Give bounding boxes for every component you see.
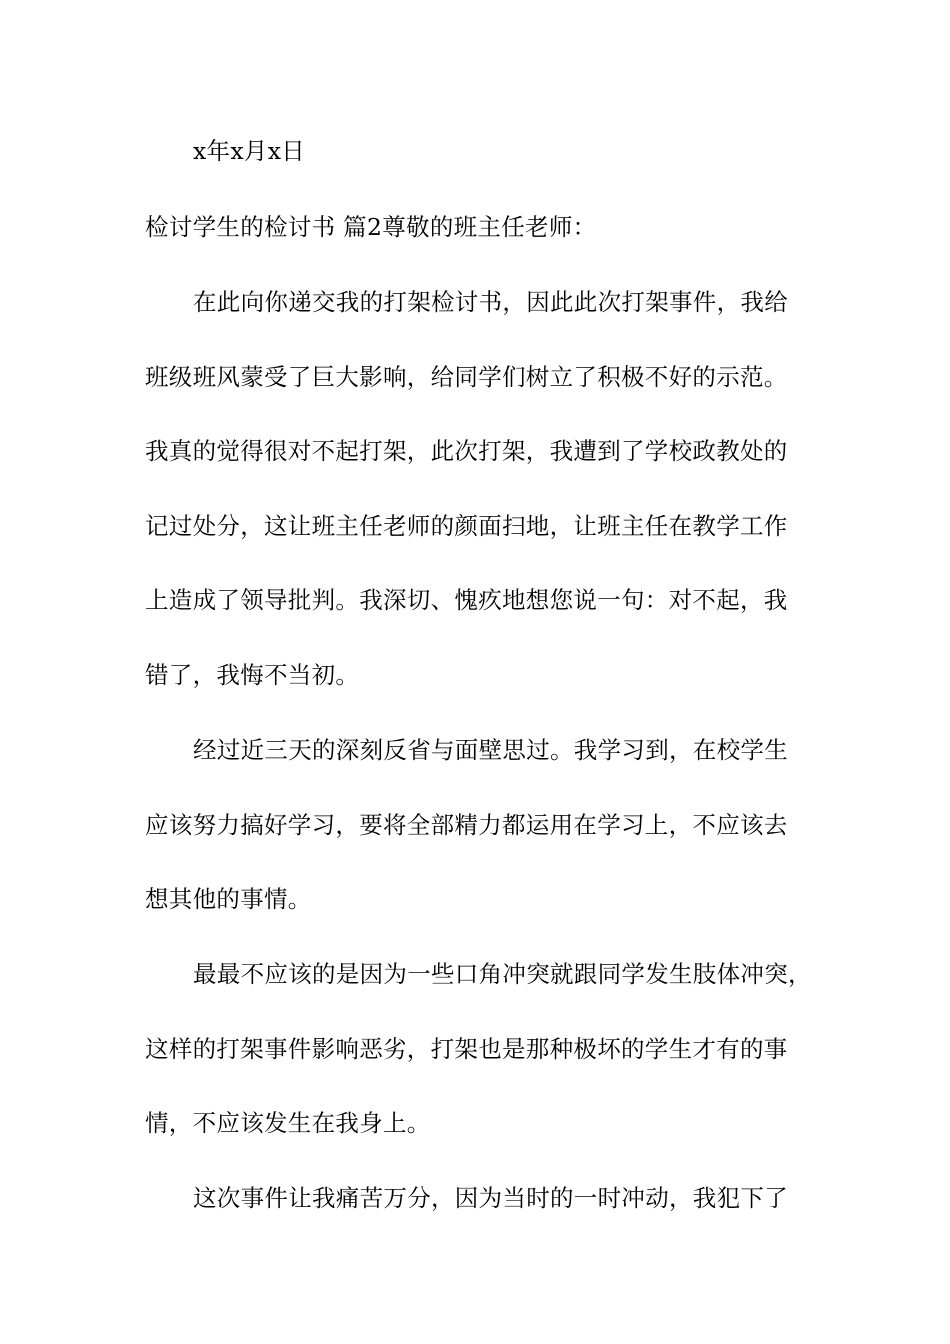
paragraph-line: 经过近三天的深刻反省与面壁思过。我学习到，在校学生 <box>193 736 788 764</box>
paragraph-line: 应该努力搞好学习，要将全部精力都运用在学习上，不应该去 <box>145 811 788 839</box>
paragraph-line: 想其他的事情。 <box>145 885 312 913</box>
paragraph-line: 班级班风蒙受了巨大影响，给同学们树立了积极不好的示范。 <box>145 363 788 391</box>
paragraph-line: 在此向你递交我的打架检讨书，因此此次打架事件，我给 <box>193 288 788 316</box>
paragraph-line: 最最不应该的是因为一些口角冲突就跟同学发生肢体冲突， <box>193 960 812 988</box>
date-line: x年x月x日 <box>193 137 306 165</box>
paragraph-line: 记过处分，这让班主任老师的颜面扫地，让班主任在教学工作 <box>145 512 788 540</box>
paragraph-line: 我真的觉得很对不起打架，此次打架，我遭到了学校政教处的 <box>145 437 788 465</box>
paragraph-line: 这次事件让我痛苦万分，因为当时的一时冲动，我犯下了 <box>193 1184 788 1212</box>
paragraph-line: 上造成了领导批判。我深切、愧疚地想您说一句：对不起，我 <box>145 586 788 614</box>
paragraph-line: 错了，我悔不当初。 <box>145 661 360 689</box>
paragraph-line: 情，不应该发生在我身上。 <box>145 1109 431 1137</box>
paragraph-line: 这样的打架事件影响恶劣，打架也是那种极坏的学生才有的事 <box>145 1035 788 1063</box>
section-heading: 检讨学生的检讨书 篇2尊敬的班主任老师： <box>145 213 597 241</box>
